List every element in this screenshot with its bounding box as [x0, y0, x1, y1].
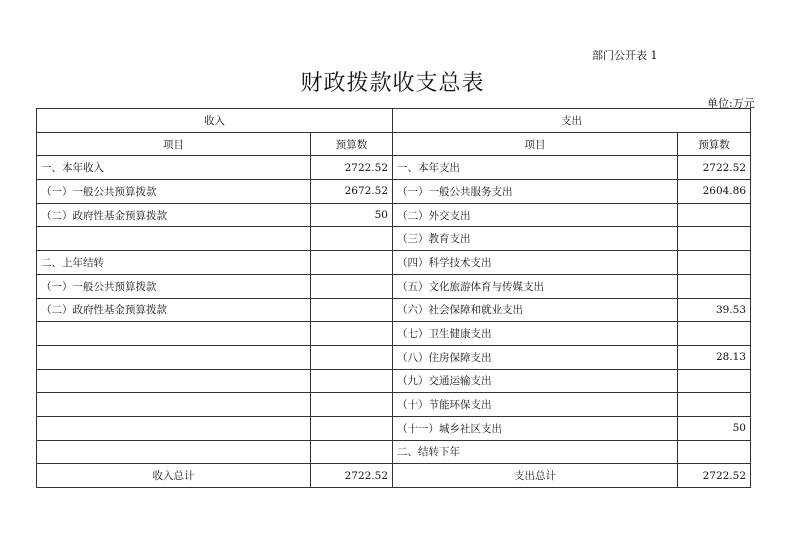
income-value-cell	[311, 440, 393, 464]
section-header-row	[37, 109, 751, 133]
income-value-cell	[311, 227, 393, 251]
expense-value-cell: 2604.86	[678, 180, 751, 204]
expense-value-cell	[678, 393, 751, 417]
expense-value-cell	[678, 203, 751, 227]
expense-value-cell: 28.13	[678, 345, 751, 369]
income-value-cell	[311, 369, 393, 393]
expense-value-cell	[678, 274, 751, 298]
table-row	[37, 345, 751, 369]
income-item-cell	[37, 322, 311, 346]
income-item-cell: 二、上年结转	[37, 251, 311, 275]
income-value-cell	[311, 274, 393, 298]
income-item-cell: （一）一般公共预算拨款	[37, 274, 311, 298]
expense-item-cell: 一、本年支出	[393, 156, 678, 180]
income-item-column-header: 项目	[37, 132, 311, 156]
income-value-cell: 50	[311, 203, 393, 227]
expense-value-cell	[678, 369, 751, 393]
document-code: 部门公开表 1	[592, 49, 658, 62]
page-title: 财政拨款收支总表	[300, 71, 485, 96]
expense-item-cell: （一）一般公共服务支出	[393, 180, 678, 204]
expense-value-cell	[678, 440, 751, 464]
expense-value-cell	[678, 322, 751, 346]
expense-value-cell: 50	[678, 416, 751, 440]
expense-item-cell: （五）文化旅游体育与传媒支出	[393, 274, 678, 298]
expense-item-cell: （六）社会保障和就业支出	[393, 298, 678, 322]
expense-value-cell	[678, 227, 751, 251]
income-value-cell	[311, 298, 393, 322]
income-section-header: 收入	[37, 109, 393, 133]
income-item-cell: （二）政府性基金预算拨款	[37, 298, 311, 322]
income-value-cell: 2672.52	[311, 180, 393, 204]
table-row	[37, 298, 751, 322]
expense-item-cell: （七）卫生健康支出	[393, 322, 678, 346]
table-row	[37, 227, 751, 251]
income-item-cell	[37, 416, 311, 440]
expense-value-cell	[678, 251, 751, 275]
expense-item-cell: （十）节能环保支出	[393, 393, 678, 417]
table-row	[37, 180, 751, 204]
budget-summary-table	[36, 108, 751, 488]
table-row	[37, 440, 751, 464]
expense-item-cell: （九）交通运输支出	[393, 369, 678, 393]
table-row	[37, 203, 751, 227]
income-value-cell: 2722.52	[311, 156, 393, 180]
column-header-row	[37, 132, 751, 156]
table-row	[37, 156, 751, 180]
income-value-cell	[311, 393, 393, 417]
income-item-cell: 一、本年收入	[37, 156, 311, 180]
income-item-cell	[37, 440, 311, 464]
income-value-cell	[311, 322, 393, 346]
income-item-cell	[37, 345, 311, 369]
income-item-cell: （一）一般公共预算拨款	[37, 180, 311, 204]
expense-value-cell: 39.53	[678, 298, 751, 322]
income-value-cell	[311, 251, 393, 275]
total-row	[37, 464, 751, 488]
income-item-cell: （二）政府性基金预算拨款	[37, 203, 311, 227]
expense-total-value: 2722.52	[678, 464, 751, 488]
income-item-cell	[37, 227, 311, 251]
table-row	[37, 274, 751, 298]
income-value-cell	[311, 345, 393, 369]
income-item-cell	[37, 393, 311, 417]
table-row	[37, 251, 751, 275]
expense-item-cell: （八）住房保障支出	[393, 345, 678, 369]
income-budget-column-header: 预算数	[311, 132, 393, 156]
income-total-label: 收入总计	[37, 464, 311, 488]
expense-item-cell: 二、结转下年	[393, 440, 678, 464]
income-item-cell	[37, 369, 311, 393]
income-value-cell	[311, 416, 393, 440]
expense-item-cell: （十一）城乡社区支出	[393, 416, 678, 440]
unit-label: 单位:万元	[707, 97, 755, 110]
table-row	[37, 393, 751, 417]
table-row	[37, 322, 751, 346]
income-total-value: 2722.52	[311, 464, 393, 488]
expense-total-label: 支出总计	[393, 464, 678, 488]
expense-item-cell: （三）教育支出	[393, 227, 678, 251]
expense-budget-column-header: 预算数	[678, 132, 751, 156]
expense-item-cell: （二）外交支出	[393, 203, 678, 227]
expense-item-cell: （四）科学技术支出	[393, 251, 678, 275]
expense-item-column-header: 项目	[393, 132, 678, 156]
table-row	[37, 369, 751, 393]
expense-value-cell: 2722.52	[678, 156, 751, 180]
expense-section-header: 支出	[393, 109, 751, 133]
table-row	[37, 416, 751, 440]
